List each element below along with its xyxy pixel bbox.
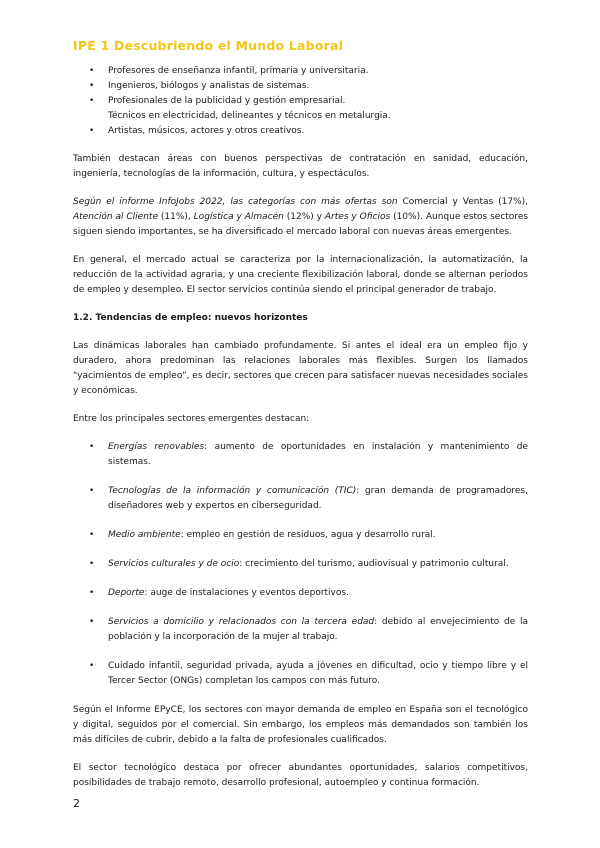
- paragraph-tech: El sector tecnológico destaca por ofrecer abundantes oportunidades, salarios competitivos, posibilidades de trabajo remoto, desarrollo profesional, autoempleo y continua formación.: [73, 763, 528, 788]
- sector-desc: : gran demanda de programadores, diseñadores web y expertos en ciberseguridad.: [108, 486, 528, 511]
- sector-name: Servicios a domicilio y relacionados con la tercera edad: [108, 617, 375, 627]
- sector-desc: y el Tercer Sector (ONGs) completan los campos con más futuro.: [108, 661, 528, 686]
- category-artes: Artes y Oficios: [324, 212, 391, 222]
- text-segment: (17%),: [493, 197, 529, 207]
- sector-name: Deporte: [108, 588, 145, 598]
- page-number: 2: [73, 797, 80, 810]
- category-atencion: Atención al Cliente: [73, 212, 158, 222]
- sector-desc: : aumento de oportunidades en instalación y mantenimiento de sistemas.: [108, 442, 528, 467]
- document-body: [73, 64, 528, 791]
- sector-name: Medio ambiente: [108, 530, 181, 540]
- sector-name: Tecnologías de la información y comunicación (TIC): [108, 486, 357, 496]
- sector-desc: : empleo en gestión de residuos, agua y desarrollo rural.: [180, 530, 436, 540]
- category-logistica: Logística y Almacén: [193, 212, 284, 222]
- profession-list: [73, 64, 528, 139]
- sector-desc: : auge de instalaciones y eventos deportivos.: [144, 588, 349, 598]
- list-item-text: Profesionales de la publicidad y gestión empresarial.: [108, 96, 346, 106]
- list-item: [73, 484, 528, 514]
- sector-desc: : crecimiento del turismo, audiovisual y patrimonio cultural.: [239, 559, 509, 569]
- sector-name: Cuidado infantil, seguridad privada, ayuda a jóvenes en dificultad, ocio y tiempo libre: [108, 661, 507, 671]
- section-heading: 1.2. Tendencias de empleo: nuevos horizontes: [73, 313, 308, 323]
- list-item: [73, 615, 528, 645]
- paragraph-areas: También destacan áreas con buenos perspectivas de contratación en sanidad, educación, ingeniería, tecnologías de la información, cultura, y espectáculos.: [73, 154, 528, 179]
- text-segment: (11%),: [157, 212, 194, 222]
- sectors-list: [73, 440, 528, 689]
- sector-desc: : debido al envejecimiento de la población y la incorporación de la mujer al trabajo.: [108, 617, 529, 642]
- sector-name: Energías renovables: [108, 442, 205, 452]
- sector-name: Servicios culturales y de ocio: [108, 559, 240, 569]
- paragraph-dynamics: Las dinámicas laborales han cambiado profundamente. Si antes el ideal era un empleo fijo y duradero, ahora predominan las relaciones laborales más flexibles. Surgen los llamados "yacimientos de empleo", es decir, sectores que crecen para satisfacer nuevas necesidades sociales y económicas.: [73, 341, 528, 396]
- paragraph-epyce: Según el Informe EPyCE, los sectores con mayor demanda de empleo en España son el tecnológico y digital, seguidos por el comercial. Sin embargo, los empleos más demandados son también los más difíciles de cubrir, debido a la falta de profesionales cualificados.: [73, 705, 528, 745]
- list-item: [73, 94, 528, 124]
- paragraph-infojobs: [73, 195, 528, 240]
- paragraph-emerging-intro: Entre los principales sectores emergentes destacan:: [73, 414, 310, 424]
- list-item-continuation: Técnicos en electricidad, delineantes y técnicos en metalurgia.: [108, 111, 391, 121]
- category-comercial: Comercial y Ventas: [402, 197, 494, 207]
- paragraph-general: En general, el mercado actual se caracteriza por la internacionalización, la automatización, la reducción de la actividad agraria, y una creciente flexibilización laboral, donde se alternan períodos de empleo y desempleo. El sector servicios continúa siendo el principal generador de trabajo.: [73, 255, 528, 295]
- list-item: • Ingenieros, biólogos y analistas de sistemas.: [73, 79, 528, 94]
- list-item: [73, 528, 528, 543]
- list-item: [73, 659, 528, 689]
- list-item: [73, 557, 528, 572]
- page-title: IPE 1 Descubriendo el Mundo Laboral: [73, 38, 344, 53]
- list-item: [73, 440, 528, 470]
- text-segment: Según el informe InfoJobs 2022, las categorías con más ofertas son: [73, 197, 403, 207]
- list-item: [73, 586, 528, 601]
- list-item: • Artistas, músicos, actores y otros creativos.: [73, 124, 528, 139]
- text-segment: (10%). Aunque estos sectores siguen siendo importantes, se ha diversificado el mercado laboral con nuevas áreas emergentes.: [73, 212, 529, 237]
- text-segment: (12%) y: [283, 212, 325, 222]
- list-item: • Profesores de enseñanza infantil, primaria y universitaria.: [73, 64, 528, 79]
